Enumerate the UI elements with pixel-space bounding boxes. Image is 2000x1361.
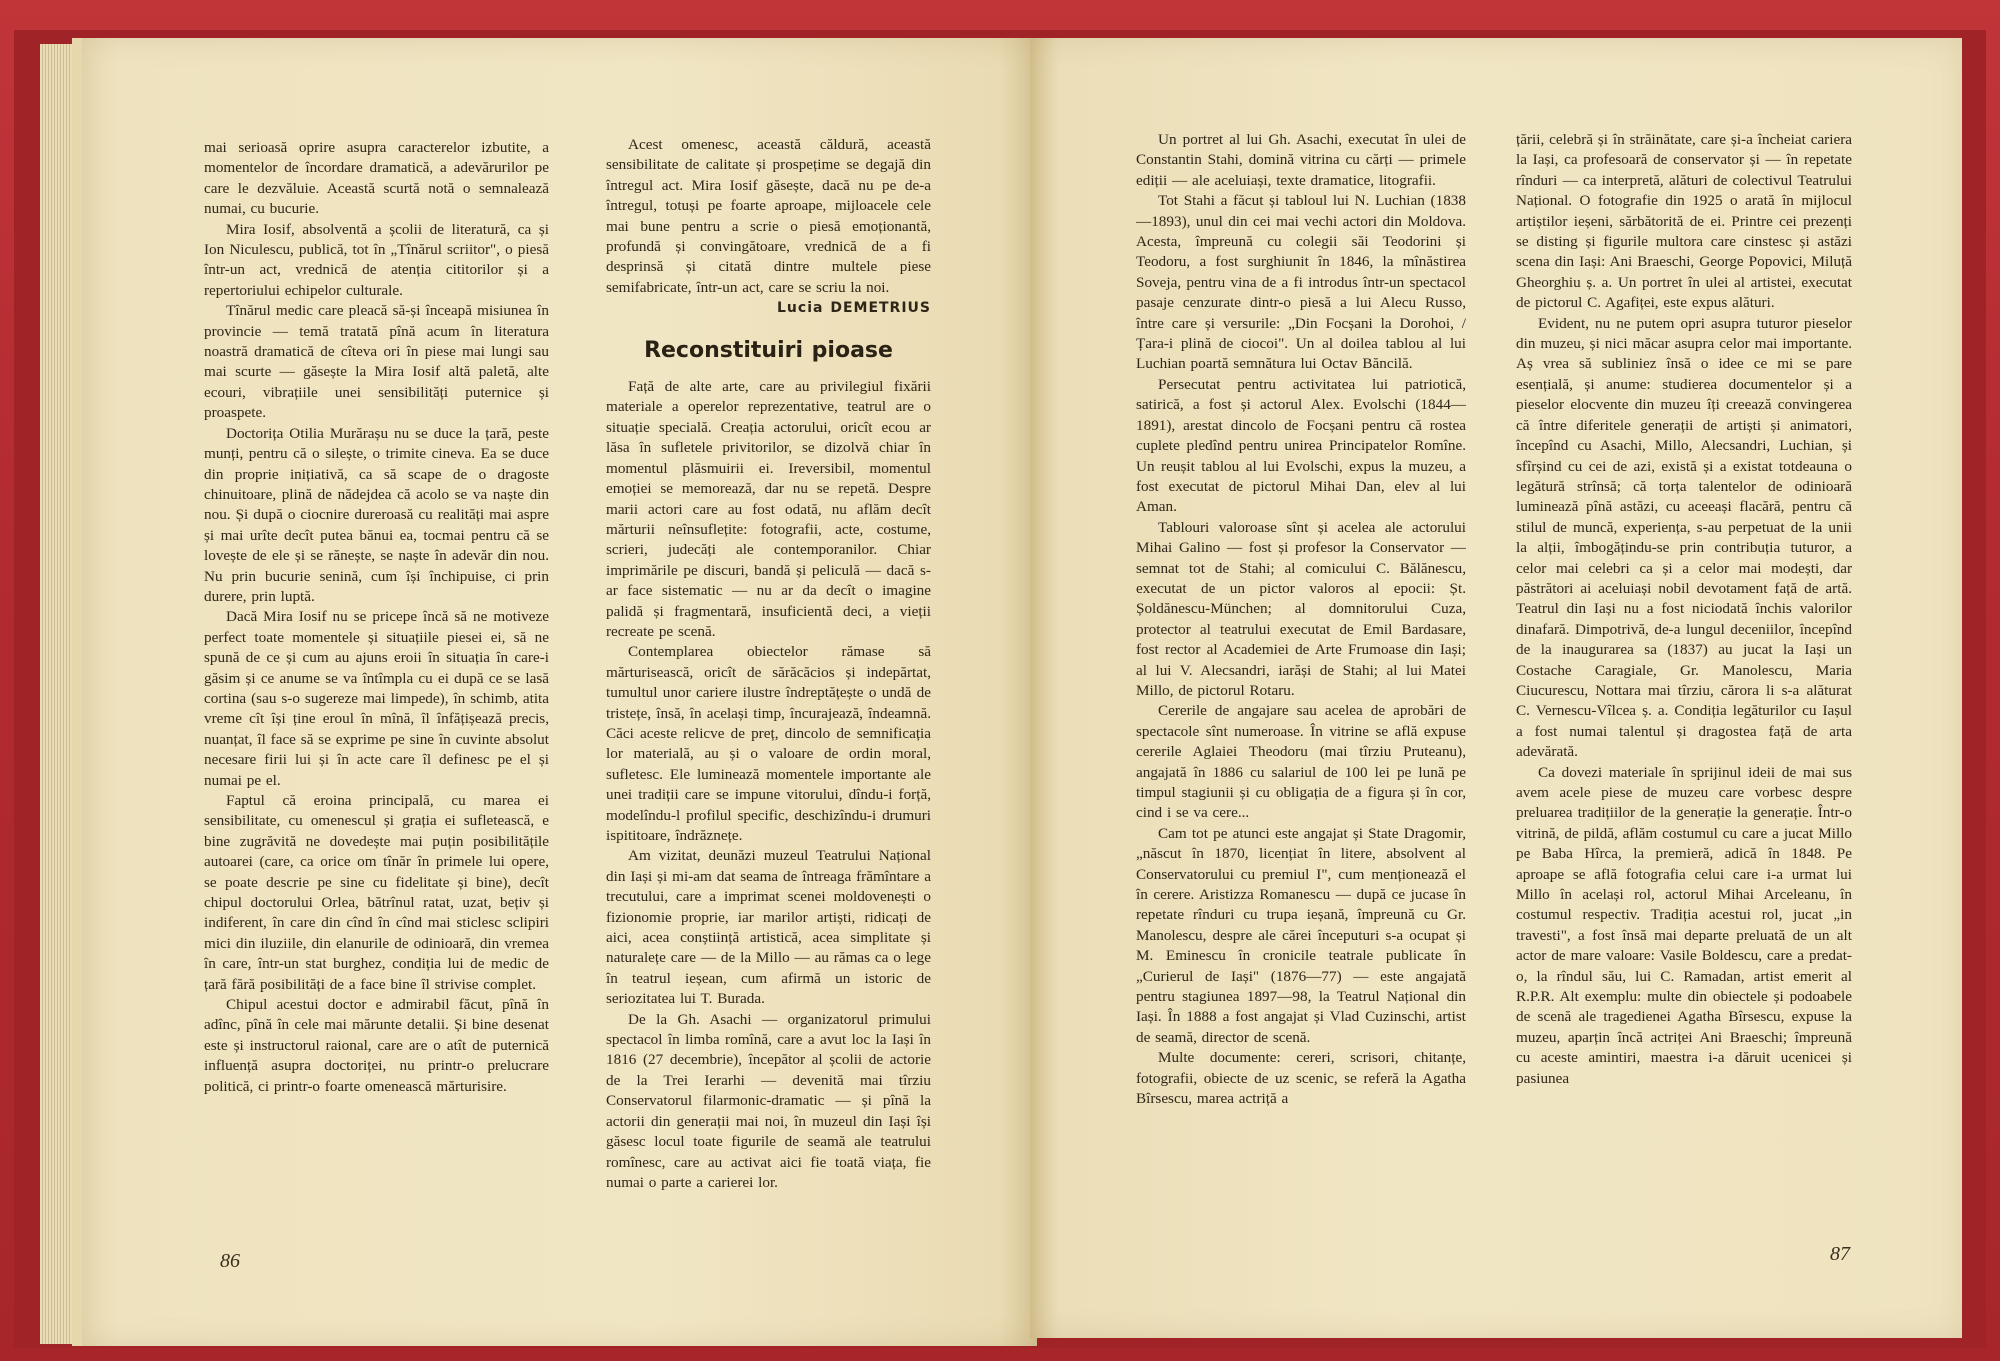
page-edges bbox=[40, 44, 76, 1344]
section-title: Reconstituiri pioase bbox=[644, 337, 893, 363]
paragraph: Ca dovezi materiale în sprijinul ideii de mai sus avem acele piese de muzeu care vorbesc despre preluarea tradițiilor de la generație la generație. Într-o vitrină, de pildă, aflăm costumul cu care a jucat Millo pe Baba Hîrca, la premieră, adică în 1848. Pe aproape se află fotografia celui care i-a urmat lui Millo în același rol, actorul Mihai Arceleanu, în costumul respectiv. Tradiția acestui rol, jucat „in travesti", a fost însă mai departe preluată de un alt actor de mare valoare: Vasile Boldescu, care a predat-o, la rîndul său, lui C. Ramadan, artist emerit al R.P.R. Alt exemplu: multe din obiectele și podoabele de scenă ale tragedienei Agatha Bîrsescu, expuse la muzeu, aparțin încă actriței Ani Braeschi; împreună cu aceste amintiri, maestra i-a dăruit ucenicei și pasiunea bbox=[1516, 763, 1852, 1087]
paragraph: Dacă Mira Iosif nu se pricepe încă să ne motiveze perfect toate momentele și situațiile piesei ei, să ne spună de ce și cum au ajuns eroii în situația în care-i găsim și ce anume se va întîmpla cu ei după ce se lasă cortina (sau s-o sugereze mai limpede), în schimb, atita vreme cît își ține eroul în mînă, îl înfățișează precis, nuanțat, îl face să se exprime pe sine în cuvinte absolut necesare firii lui și în acte care îl definesc pe el și numai pe el. bbox=[204, 608, 549, 789]
left-page-column-2 bbox=[606, 135, 931, 1235]
paragraph: Faptul că eroina principală, cu marea ei sensibilitate, cu omenescul și grația ei sufletească, e bine zugrăvită ne dovedește mai puțin posibilitățile autoarei (care, ca orice om tînăr în primele lui opere, se poate descrie pe sine cu fidelitate și bine), decît chipul doctorului Orlea, bătrînul ratat, uzat, bețiv și indiferent, în care din cînd în cînd mai sticlesc sclipiri mici din iluziile, din elanurile de odinioară, din vremea în care, într-un stat burghez, condiția lui de medic de țară fără posibilități de a face bine îl strivise complet. bbox=[204, 792, 549, 993]
paragraph: Mira Iosif, absolventă a școlii de literatură, ca și Ion Niculescu, publică, tot în „Tînărul scriitor", o piesă într-un act, vrednică de atenția cititorilor și a repertoriului echipelor culturale. bbox=[204, 220, 549, 299]
paragraph: Contemplarea obiectelor rămase să mărturisească, oricît de sărăcăcios și indepărtat, tumultul unor cariere ilustre îndreptățește o undă de tristețe, însă, în același timp, încurajează, îndeamnă. Căci aceste relicve de preț, dincolo de semnificația lor materială, au și o valoare de ordin moral, sufletesc. Ele luminează momentele importante ale unei tradiții care se impune vitorului, dîndu-i forță, modelîndu-l profilul specific, deschizîndu-i drumuri ispititoare, îndrăznețe. bbox=[606, 643, 931, 844]
left-page-column-1 bbox=[204, 138, 549, 1238]
right-page-column-3 bbox=[1136, 130, 1466, 1230]
paragraph: țării, celebră și în străinătate, care și-a încheiat cariera la Iași, ca profesoară de conservator și — în repetate rînduri — ca interpretă, alături de colectivul Teatrului Național. O fotografie din 1925 o arată în mijlocul artiștilor ieșeni, sărbătorită de ei. Printre cei prezenți se disting și figurile multora care cinstesc și astăzi scena din Iași: Ani Braeschi, George Popovici, Miluță Gheorghiu ș. a. Un portret în ulei al artistei, executat de pictorul C. Agafiței, este expus alături. bbox=[1516, 131, 1852, 312]
paragraph: Față de alte arte, care au privilegiul fixării materiale a operelor reprezentative, teatrul are o situație specială. Creația actorului, oricît ecou ar lăsa în sufletele privitorilor, se dizolvă chiar în momentul plăsmuirii ei. Ireversibil, momentul emoției se memorează, dar nu se repetă. Despre marii actori care au fost odată, nu aflăm decît mărturii neînsuflețite: fotografii, acte, costume, scrieri, judecăți ale contemporanilor. Chiar imprimările pe discuri, bandă și peliculă — dacă s-ar face sistematic — nu ar da decît o imagine palidă și fragmentară, insuficientă deci, a vieții recreate pe scenă. bbox=[606, 378, 931, 640]
paragraph: Tînărul medic care pleacă să-și înceapă misiunea în provincie — temă tratată pînă acum în literatura noastră dramatică de cîteva ori în piese mai lungi sau mai scurte — găsește la Mira Iosif altă paletă, alte ecouri, vibrațiile unei sensibilități puternice și proaspete. bbox=[204, 302, 549, 422]
paragraph: Tablouri valoroase sînt și acelea ale actorului Mihai Galino — fost și profesor la Conservator — semnat tot de Stahi; al comicului C. Bălănescu, executat de un pictor valoros al epocii: Șt. Șoldănescu-München; al domnitorului Cuza, protector al teatrului executat de Emil Bardasare, fost rector al Academiei de Arte Frumoase din Iași; al lui V. Alecsandri, iarăși de Stahi; al lui Matei Millo, de pictorul Rotaru. bbox=[1136, 518, 1466, 699]
paragraph: Doctorița Otilia Murărașu nu se duce la țară, peste munți, pentru că o silește, o trimite cineva. Ea se duce din proprie inițiativă, ca să scape de o dragoste chinuitoare, plină de nădejdea că acolo se va naște din nou. Și după o ciocnire dureroasă cu realități mai aspre și mai urîte decît putea bănui ea, tocmai pentru că se lovește de ele și se rănește, se naște în adevăr din nou. Nu prin bucurie senină, cum își închipuise, ci prin durere, prin luptă. bbox=[204, 424, 549, 605]
author-signature: Lucia DEMETRIUS bbox=[777, 300, 931, 317]
page-number-right: 87 bbox=[1830, 1243, 1850, 1265]
paragraph: Acest omenesc, această căldură, această sensibilitate de calitate și prospețime se degajă din întregul act. Mira Iosif găsește, dacă nu pe de-a întregul, totuși pe foarte aproape, mijloacele cele mai bune pentru a scrie o piesă emoționantă, profundă și convingătoare, vrednică de a fi desprinsă și citată dintre multele piese semifabricate, într-un act, care se scriu la noi. bbox=[606, 136, 931, 296]
right-page-column-4 bbox=[1516, 130, 1852, 1230]
paragraph: De la Gh. Asachi — organizatorul primului spectacol în limba romînă, care a avut loc la Iași în 1816 (27 decembrie), începător al școlii de actorie de la Trei Ierarhi — devenită mai tîrziu Conservatorul filarmonic-dramatic — și pînă la actorii din generații mai noi, în muzeul din Iași își găsesc locul toate figurile de seamă ale teatrului romînesc, care au activat aici fie toată viața, fie numai o parte a carierei lor. bbox=[606, 1010, 931, 1191]
paragraph: Evident, nu ne putem opri asupra tuturor pieselor din muzeu, și nici măcar asupra celor mai importante. Aș vrea să subliniez însă o idee ce mi se pare esențială, și anume: studierea documentelor și a pieselor elocvente din muzeu îți creează convingerea că între diferitele generații de artiști și animatori, începînd cu Asachi, Millo, Alecsandri, Luchian, și sfîrșind cu cei de azi, există și a existat totdeauna o legătură strînsă; că torța talentelor de odinioară luminează pînă astăzi, cu aceeași flacără, pentru că stilul de muncă, experiența, s-au perpetuat de la unii la alții, îmbogățindu-se prin contribuția tuturor, a celor mai celebri ca și a celor mai modești, dar păstrători ai aceluiași nobil devotament față de artă. Teatrul din Iași nu a fost niciodată închis valorilor dinafară. Dimpotrivă, de-a lungul deceniilor, începînd de la inaugurarea sa (1837) au jucat la Iași un Costache Caragiale, Gr. Manolescu, Maria Ciucurescu, Nottara mai tîrziu, cărora li s-a alăturat C. Vernescu-Vîlcea ș. a. Condiția legăturilor cu Iașul a fost numai talentul și dragostea față de arta adevărată. bbox=[1516, 314, 1852, 761]
paragraph: Persecutat pentru activitatea lui patriotică, satirică, a fost și actorul Alex. Evolschi (1844—1891), arestat dincolo de Focșani pentru că rostea cuplete pledînd pentru unirea Principatelor Romîne. Un reușit tablou al lui Evolschi, expus la muzeu, a fost executat de pictorul Mihai Dan, elev al lui Aman. bbox=[1136, 375, 1466, 516]
paragraph: mai serioasă oprire asupra caracterelor izbutite, a momentelor de încordare dramatică, a adevărurilor pe care le dezvăluie. Această scurtă notă o semnalează numai, cu bucurie. bbox=[204, 139, 549, 218]
paragraph: Un portret al lui Gh. Asachi, executat în ulei de Constantin Stahi, domină vitrina cu cărți — primele ediții — ale aceluiași, texte dramatice, litografii. bbox=[1136, 131, 1466, 189]
paragraph: Am vizitat, deunăzi muzeul Teatrului Național din Iași și mi-am dat seama de întreaga frămîntare a trecutului, care a imprimat scenei moldovenești o fizionomie proprie, iar marilor artiști, ridicați de aici, acea conștiință artistică, acea simplitate și naturalețe care — de la Millo — au rămas ca o lege în teatrul ieșean, cum afirmă un istoric de seriozitatea lui T. Burada. bbox=[606, 847, 931, 1008]
paragraph: Tot Stahi a făcut și tabloul lui N. Luchian (1838—1893), unul din cei mai vechi actori din Moldova. Acesta, împreună cu colegii săi Teodorini și Teodoru, a fost surghiunit în 1846, la mînăstirea Soveja, pentru vina de a fi introdus într-un spectacol pasaje cenzurate dintr-o piesă a lui Alecu Russo, între care și versurile: „Din Focșani la Dorohoi, / Țara-i plină de ciocoi". Un al doilea tablou al lui Luchian poartă semnătura lui Octav Băncilă. bbox=[1136, 192, 1466, 373]
paragraph: Chipul acestui doctor e admirabil făcut, pînă în adînc, pînă în cele mai mărunte detalii. Și bine desenat este și instructorul raional, care are o atît de puternică influență asupra doctoriței, nu printr-o prelucrare politică, ci printr-o foarte omenească mărturisire. bbox=[204, 996, 549, 1095]
paragraph: Multe documente: cereri, scrisori, chitanțe, fotografii, obiecte de uz scenic, se referă la Agatha Bîrsescu, marea actriță a bbox=[1136, 1049, 1466, 1108]
paragraph: Cam tot pe atunci este angajat și State Dragomir, „născut în 1870, licențiat în litere, absolvent al Conservatorului cu premiul I", cum menționează el în cerere. Aristizza Romanescu — după ce jucase în repetate rînduri cu trupa ieșană, împreună cu Gr. Manolescu, despre ale cărei începuturi s-a ocupat și M. Eminescu în cronicile teatrale publicate în „Curierul de Iași" (1876—77) — este angajată pentru stagiunea 1897—98, la Teatrul Național din Iași. În 1888 a fost angajat și Vlad Cuzinschi, artist de seamă, director de scenă. bbox=[1136, 824, 1466, 1046]
page-number-left: 86 bbox=[220, 1250, 240, 1272]
paragraph: Cererile de angajare sau acelea de aprobări de spectacole sînt numeroase. În vitrine se află expuse cererile Aglaiei Theodoru (mai tîrziu Pruteanu), angajată în 1886 cu salariul de 100 lei pe lună pe timpul stagiunii și cu obligația de a figura și în cor, cind i se va cere... bbox=[1136, 702, 1466, 822]
